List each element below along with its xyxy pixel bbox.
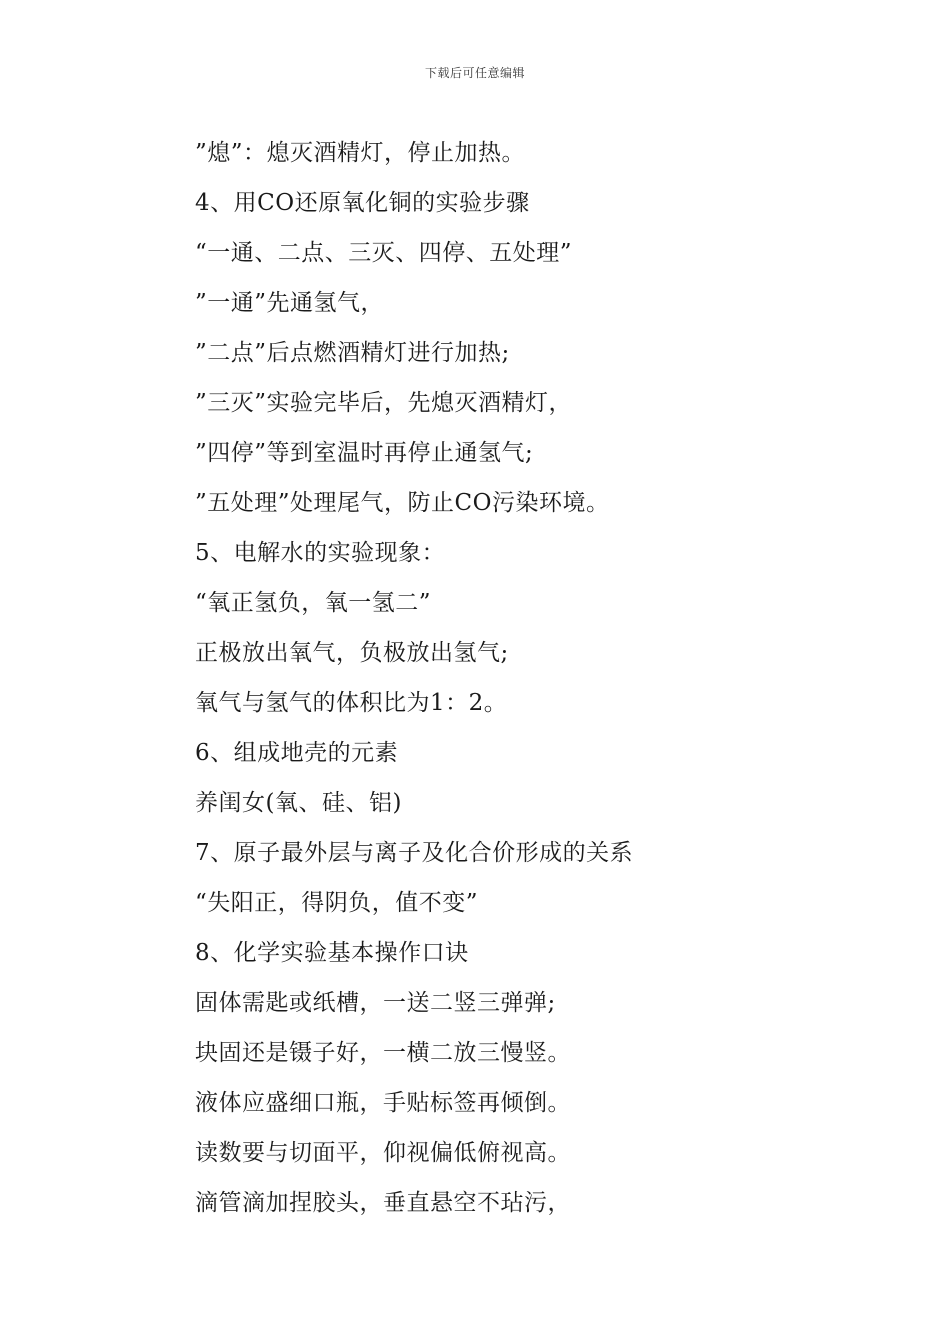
text-line: 滴管滴加捏胶头，垂直悬空不玷污， — [195, 1190, 571, 1216]
text-line: 固体需匙或纸槽，一送二竖三弹弹; — [195, 990, 556, 1016]
text-line: 正极放出氧气，负极放出氢气; — [195, 640, 509, 666]
section-heading: 5、电解水的实验现象： — [195, 540, 446, 566]
text-line: 养闺女(氧、硅、铝) — [195, 790, 402, 816]
text-line: “氧正氢负，氧一氢二” — [195, 590, 432, 616]
section-heading: 8、化学实验基本操作口诀 — [195, 940, 469, 966]
text-line: ”四停”等到室温时再停止通氢气; — [195, 440, 534, 466]
text-line: 液体应盛细口瓶，手贴标签再倾倒。 — [195, 1090, 571, 1116]
text-line: ”二点”后点燃酒精灯进行加热; — [195, 340, 510, 366]
document-body — [195, 128, 895, 1228]
text-line: ”五处理”处理尾气，防止CO污染环境。 — [195, 490, 610, 516]
text-line: “失阳正，得阴负，值不变” — [195, 890, 479, 916]
text-line: “一通、二点、三灭、四停、五处理” — [195, 240, 573, 266]
text-line: ”三灭”实验完毕后，先熄灭酒精灯， — [195, 390, 573, 416]
page-header: 下载后可任意编辑 — [424, 66, 525, 80]
text-line: ”熄”：熄灭酒精灯，停止加热。 — [195, 140, 526, 166]
section-heading: 6、组成地壳的元素 — [195, 740, 399, 766]
text-line: ”一通”先通氢气， — [195, 290, 385, 316]
text-line: 读数要与切面平，仰视偏低俯视高。 — [195, 1140, 571, 1166]
section-heading: 4、用CO还原氧化铜的实验步骤 — [195, 190, 530, 216]
text-line: 块固还是镊子好，一横二放三慢竖。 — [195, 1040, 571, 1066]
text-line: 氧气与氢气的体积比为1：2。 — [195, 690, 508, 716]
section-heading: 7、原子最外层与离子及化合价形成的关系 — [195, 840, 634, 866]
